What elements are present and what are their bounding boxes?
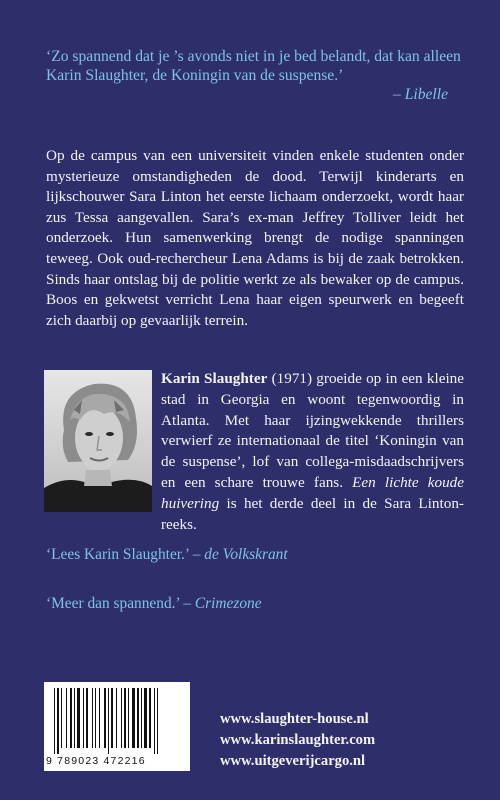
barcode-bar	[144, 688, 147, 748]
book-title: Een lichte koude huivering	[161, 473, 465, 512]
press-quote	[46, 545, 466, 565]
barcode-bar	[132, 688, 135, 748]
barcode-bar	[141, 688, 142, 748]
barcode-bar	[108, 688, 109, 754]
barcode-bar	[128, 688, 129, 748]
barcode-bar	[95, 688, 96, 748]
top-quote-source: Libelle	[404, 86, 448, 103]
barcode-bar	[157, 688, 158, 754]
barcode-bar	[54, 688, 55, 754]
press-quote-text: ‘Lees Karin Slaughter.’ –	[46, 546, 205, 563]
press-quote-source: Crimezone	[194, 595, 262, 612]
barcode-bar	[70, 688, 72, 748]
press-quote-source: de Volkskrant	[204, 546, 288, 563]
barcode-bar	[116, 688, 117, 748]
top-quote-dash: –	[392, 86, 405, 103]
press-quote-text: ‘Meer dan spannend.’ –	[46, 595, 195, 612]
website-link[interactable]: www.karinslaughter.com	[220, 732, 376, 748]
barcode-bar	[149, 688, 151, 748]
top-quote-source-line	[46, 85, 466, 104]
author-bio	[161, 369, 464, 535]
barcode-bar	[77, 688, 80, 748]
author-photo	[44, 370, 152, 512]
barcode-bar	[83, 688, 84, 748]
barcode-bars	[52, 688, 182, 754]
barcode-bar	[99, 688, 100, 748]
author-bio-part2: is het derde deel in de Sara Linton-reeks.	[161, 494, 464, 533]
isbn-barcode	[44, 682, 190, 771]
website-link[interactable]: www.slaughter-house.nl	[220, 711, 369, 727]
barcode-bar	[124, 688, 126, 748]
url-list	[220, 709, 470, 772]
barcode-bar	[66, 688, 67, 748]
book-blurb: Op de campus van een universiteit vinden enkele studenten onder mysterieuze omstandigheden de dood. Terwijl kinderarts en lijkschouwer Sara Linton het eerste lichaam onderzoekt, wordt haar zus Tessa aangevallen. Sara’s ex-man Jeffrey Tolliver leidt het onderzoek. Hun samenwerking brengt de nodige spanningen teweeg. Ook oud-rechercheur Lena Adams is bij de zaak betrokken. Sinds haar ontslag bij de politie werkt ze als bewaker op de campus. Boos en gekwetst verricht Lena haar eigen speurwerk en begeeft zich daarbij op gevaarlijk terrein.	[46, 147, 464, 329]
website-link[interactable]: www.uitgeverijcargo.nl	[220, 753, 366, 769]
barcode-bar	[74, 688, 75, 748]
barcode-bar	[104, 688, 106, 748]
top-review-quote	[46, 47, 466, 104]
barcode-bar	[121, 688, 122, 748]
barcode-bar	[154, 688, 155, 754]
barcode-digits: 9 789023 472216	[46, 755, 146, 767]
barcode-bar	[57, 688, 59, 754]
barcode-bar	[111, 688, 113, 748]
barcode-bar	[61, 688, 62, 748]
top-quote-text: ‘Zo spannend dat je ’s avonds niet in je bed belandt, dat kan alleen Karin Slaughter, de Koningin van de suspense.’	[46, 48, 461, 84]
press-quote	[46, 594, 466, 614]
author-bio-part1: (1971) groeide op in een kleine stad in Georgia en woont tegenwoordig in Atlanta. Met haar ijzingwekkende thrillers verwierf ze internationaal de titel ‘Koningin van de suspense’, lof van collega-misdaadschrijvers en een schare trouwe fans.	[161, 370, 464, 491]
barcode-bar	[137, 688, 139, 748]
author-name: Karin Slaughter	[161, 370, 268, 387]
barcode-bar	[92, 688, 93, 748]
barcode-bar	[86, 688, 88, 748]
